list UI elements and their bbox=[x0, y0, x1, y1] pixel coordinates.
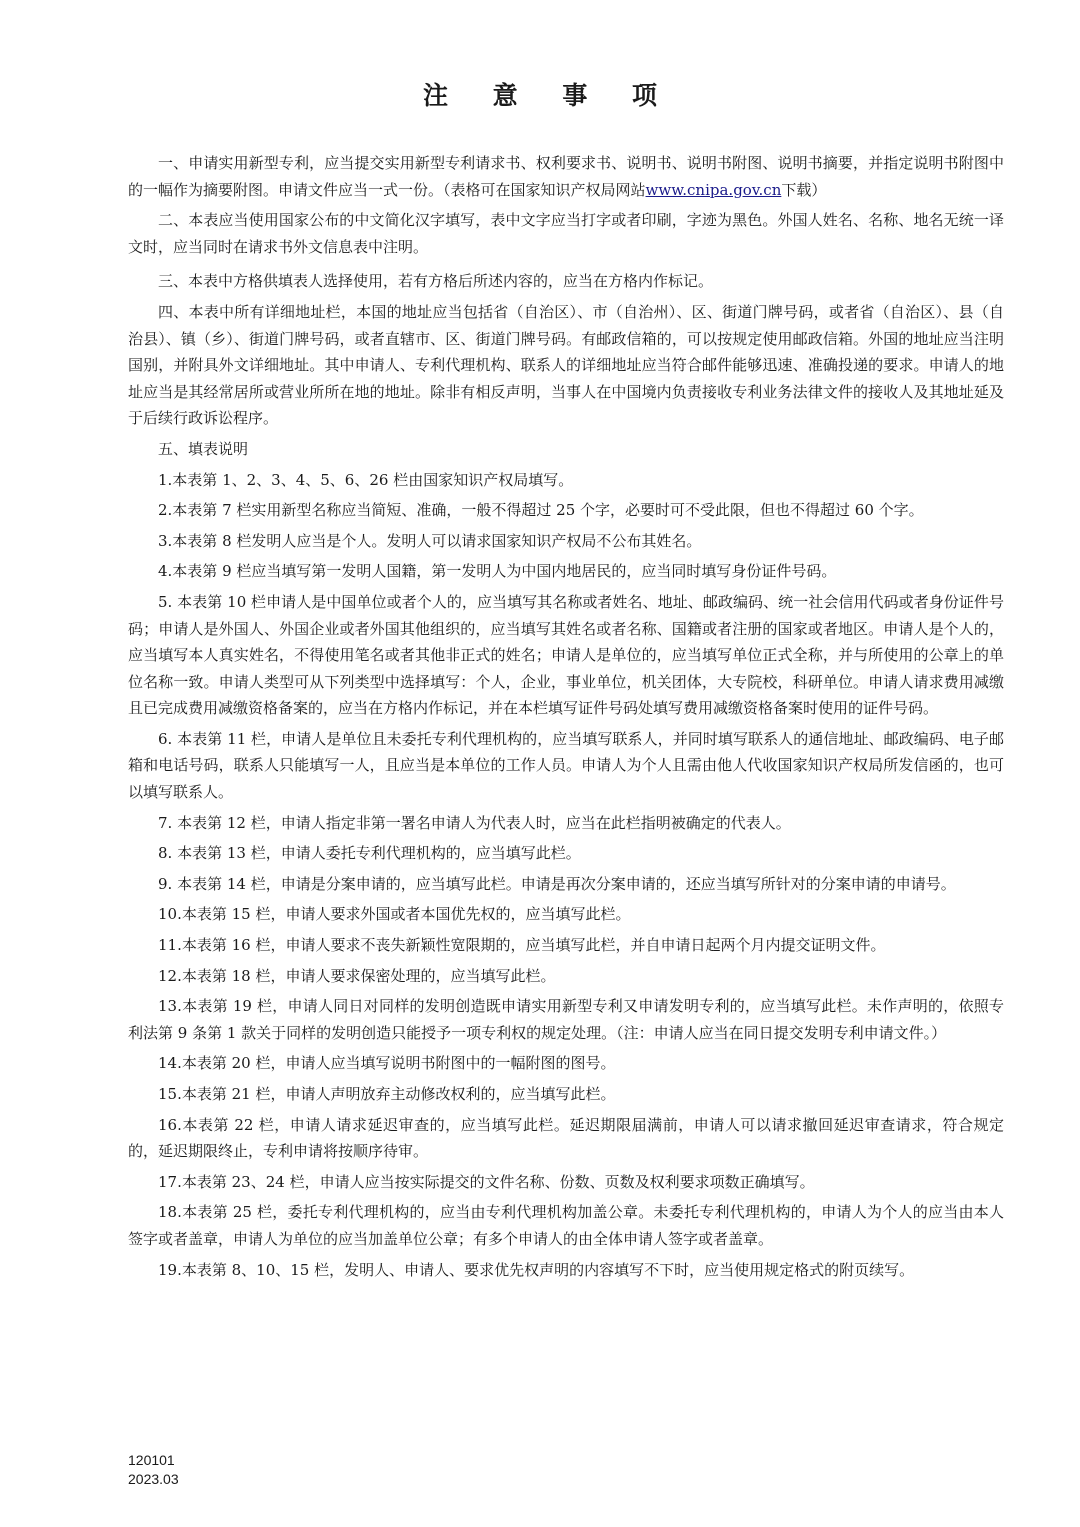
item-14: 14.本表第 20 栏，申请人应当填写说明书附图中的一幅附图的图号。 bbox=[158, 1054, 616, 1073]
item-10: 10.本表第 15 栏，申请人要求外国或者本国优先权的，应当填写此栏。 bbox=[158, 905, 631, 924]
paragraph-2: 二、本表应当使用国家公布的中文简化汉字填写，表中文字应当打字或者印刷，字迹为黑色。外国人姓名、名称、地名无统一译文时，应当同时在请求书外文信息表中注明。 bbox=[128, 211, 1004, 256]
paragraph-3: 三、本表中方格供填表人选择使用，若有方格后所述内容的，应当在方格内作标记。 bbox=[158, 272, 714, 291]
item-7: 7. 本表第 12 栏，申请人指定非第一署名申请人为代表人时，应当在此栏指明被确定的代表人。 bbox=[158, 813, 791, 832]
paragraph-1 bbox=[128, 150, 1004, 203]
item-19: 19.本表第 8、10、15 栏，发明人、申请人、要求优先权声明的内容填写不下时，应当使用规定格式的附页续写。 bbox=[158, 1260, 915, 1279]
form-code: 120101 bbox=[128, 1452, 175, 1468]
item-11: 11.本表第 16 栏，申请人要求不丧失新颖性宽限期的，应当填写此栏，并自申请日起两个月内提交证明文件。 bbox=[158, 936, 886, 955]
page-title: 注 意 事 项 bbox=[422, 81, 676, 110]
item-5: 5. 本表第 10 栏申请人是中国单位或者个人的，应当填写其名称或者姓名、地址、邮政编码、统一社会信用代码或者身份证件号码；申请人是外国人、外国企业或者外国其他组织的，应当填写其姓名或者名称、国籍或者注册的国家或者地区。申请人是个人的，应当填写本人真实姓名，不得使用笔名或者其他非正式的姓名；申请人是单位的，应当填写单位正式全称，并与所使用的公章上的单位名称一致。申请人类型可从下列类型中选择填写：个人，企业，事业单位，机关团体，大专院校，科研单位。申请人请求费用减缴且已完成费用减缴资格备案的，应当在方格内作标记，并在本栏填写证件号码处填写费用减缴资格备案时使用的证件号码。 bbox=[128, 592, 1004, 718]
item-4: 4.本表第 9 栏应当填写第一发明人国籍，第一发明人为中国内地居民的，应当同时填写身份证件号码。 bbox=[158, 562, 837, 581]
item-16: 16.本表第 22 栏，申请人请求延迟审查的，应当填写此栏。延迟期限届满前，申请人可以请求撤回延迟审查请求，符合规定的，延迟期限终止，专利申请将按顺序待审。 bbox=[128, 1115, 1004, 1161]
item-2: 2.本表第 7 栏实用新型名称应当简短、准确，一般不得超过 25 个字，必要时可不受此限，但也不得超过 60 个字。 bbox=[158, 501, 924, 520]
item-6: 6. 本表第 11 栏，申请人是单位且未委托专利代理机构的，应当填写联系人，并同时填写联系人的通信地址、邮政编码、电子邮箱和电话号码，联系人只能填写一人，且应当是本单位的工作人员。申请人为个人且需由他人代收国家知识产权局所发信函的，也可以填写联系人。 bbox=[128, 729, 1004, 802]
item-18: 18.本表第 25 栏，委托专利代理机构的，应当由专利代理机构加盖公章。未委托专利代理机构的，申请人为个人的应当由本人签字或者盖章，申请人为单位的应当加盖单位公章；有多个申请人的由全体申请人签字或者盖章。 bbox=[128, 1203, 1004, 1248]
item-8: 8. 本表第 13 栏，申请人委托专利代理机构的，应当填写此栏。 bbox=[158, 844, 581, 863]
paragraph-4: 四、本表中所有详细地址栏，本国的地址应当包括省（自治区）、市（自治州）、区、街道门牌号码，或者省（自治区）、县（自治县）、镇（乡）、街道门牌号码，或者直辖市、区、街道门牌号码。有邮政信箱的，可以按规定使用邮政信箱。外国的地址应当注明国别，并附具外文详细地址。其中申请人、专利代理机构、联系人的详细地址应当符合邮件能够迅速、准确投递的要求。申请人的地址应当是其经常居所或营业所所在地的地址。除非有相反声明，当事人在中国境内负责接收专利业务法律文件的接收人及其地址延及于后续行政诉讼程序。 bbox=[128, 302, 1004, 428]
paragraph-text: 下载） bbox=[781, 180, 827, 199]
paragraph-text: 一、申请实用新型专利，应当提交实用新型专利请求书、权利要求书、说明书、说明书附图、说明书摘要，并指定说明书附图中的一幅作为摘要附图。申请文件应当一式一份。（表格可在国家知识产权局网站 bbox=[128, 154, 1004, 199]
notice-body bbox=[128, 150, 1004, 1287]
item-12: 12.本表第 18 栏，申请人要求保密处理的，应当填写此栏。 bbox=[158, 966, 556, 985]
section-heading: 五、填表说明 bbox=[158, 439, 249, 458]
item-17: 17.本表第 23、24 栏，申请人应当按实际提交的文件名称、份数、页数及权利要求项数正确填写。 bbox=[158, 1172, 815, 1191]
item-1: 1.本表第 1、2、3、4、5、6、26 栏由国家知识产权局填写。 bbox=[158, 470, 574, 489]
website-link[interactable]: www.cnipa.gov.cn bbox=[645, 180, 782, 199]
item-9: 9. 本表第 14 栏，申请是分案申请的，应当填写此栏。申请是再次分案申请的，还应当填写所针对的分案申请的申请号。 bbox=[158, 874, 956, 893]
form-date: 2023.03 bbox=[128, 1471, 179, 1487]
item-3: 3.本表第 8 栏发明人应当是个人。发明人可以请求国家知识产权局不公布其姓名。 bbox=[158, 531, 702, 550]
item-15: 15.本表第 21 栏，申请人声明放弃主动修改权利的，应当填写此栏。 bbox=[158, 1085, 616, 1103]
form-footer bbox=[128, 1451, 179, 1489]
item-13: 13.本表第 19 栏，申请人同日对同样的发明创造既申请实用新型专利又申请发明专利的，应当填写此栏。未作声明的，依照专利法第 9 条第 1 款关于同样的发明创造只能授予一项专利权的规定处理。（注：申请人应当在同日提交发明专利申请文件。） bbox=[128, 997, 1004, 1042]
